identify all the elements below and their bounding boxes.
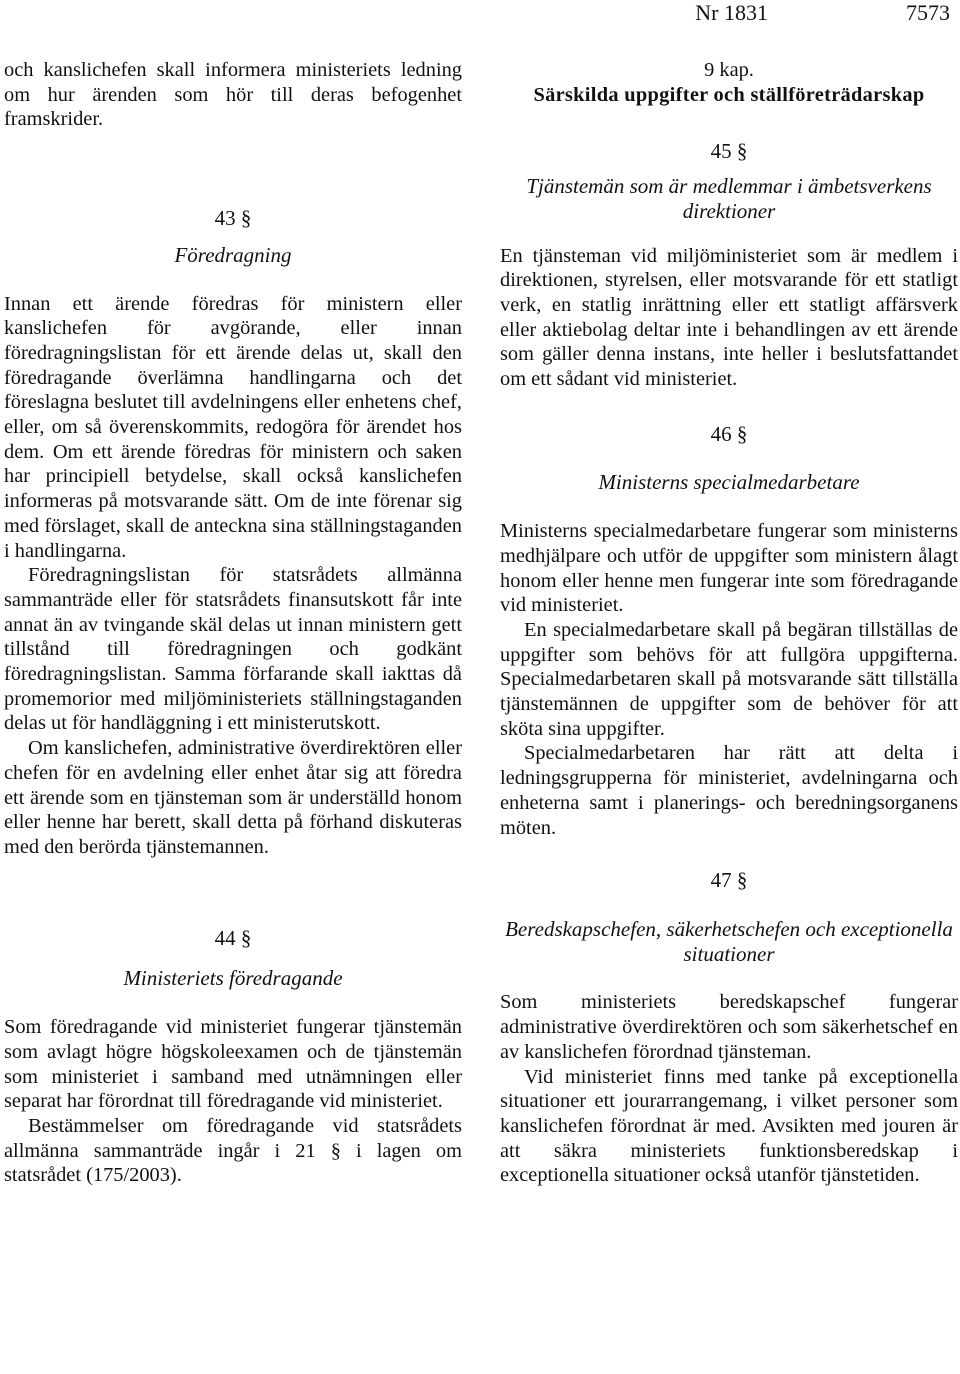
section-43-paragraph-1: Innan ett ärende föredras för ministern eller kanslichefen för avgörande, eller innan föredragningslistan för ett ärende delas ut, skall den föredragande överlämna handlingarna och det föreslagna beslutet till avdelningens eller enhetens chef, eller, om så överenskommits, redogöra för ärendet hos dem. Om ett ärende föredras för ministern och saken har principiell betydelse, skall också kanslichefen informeras på motsvarande sätt. Om de inte förenar sig med förslaget, skall de anteckna sina ställningstaganden i handlingarna. xyxy=(4,292,462,562)
section-46-paragraph-1: Ministerns specialmedarbetare fungerar som ministerns medhjälpare och utför de uppgifter som ministern ålagt honom eller henne men fungerar inte som föredragande vid ministeriet. xyxy=(500,520,958,617)
chapter-number: 9 kap. xyxy=(704,59,754,81)
chapter-title: Särskilda uppgifter och ställföreträdarskap xyxy=(533,83,925,106)
section-47-number: 47 § xyxy=(710,868,748,893)
section-46-number: 46 § xyxy=(710,421,748,446)
section-45-paragraph-1: En tjänsteman vid miljöministeriet som är medlem i direktionen, styrelsen, eller motsvarande för ett statligt verk, en statlig inrättning eller ett statligt affärsverk eller aktiebolag deltar inte i behandlingen av ett ärende som gäller denna instans, inte heller i beslutsfattandet om ett sådant vid ministeriet. xyxy=(500,244,958,391)
section-47-title: Beredskapschefen, säkerhetschefen och exceptionella situationer xyxy=(505,916,953,966)
page-header xyxy=(695,0,950,30)
section-43-number: 43 § xyxy=(214,206,252,231)
section-44-number: 44 § xyxy=(214,925,252,950)
left-column xyxy=(4,58,462,1188)
section-46-title: Ministerns specialmedarbetare xyxy=(598,470,860,495)
section-46-paragraph-3: Specialmedarbetaren har rätt att delta i ledningsgrupperna för ministeriet, avdelningarna och enheterna samt i planerings- och beredningsorganens möten. xyxy=(500,742,958,839)
section-43-paragraph-3: Om kanslichefen, administrative överdirektören eller chefen för en avdelning eller enhet åtar sig att föredra ett ärende som en tjänsteman som är underställd honom eller henne har berett, skall detta på förhand diskuteras med den berörda tjänstemannen. xyxy=(4,737,462,858)
section-44-paragraph-1: Som föredragande vid ministeriet fungerar tjänstemän som avlagt högre högskoleexamen och de tjänstemän som ministeriet i samband med utnämningen eller separat har förordnat till föredragande vid ministeriet. xyxy=(4,1016,462,1113)
section-46-paragraph-2: En specialmedarbetare skall på begäran tillställas de uppgifter som behövs för att fullgöra uppgifterna. Specialmedarbetaren skall på motsvarande sätt tillställa tjänstemännen de uppgifter som de behöver för att sköta sina uppgifter. xyxy=(500,618,958,740)
right-column xyxy=(500,58,958,1188)
section-47-paragraph-2: Vid ministeriet finns med tanke på exceptionella situationer ett jourarrangemang, i vilket personer som kanslichefen förordnat är med. Avsikten med jouren är att säkra ministeriets funktionsberedskap i exceptionella situationer också utanför tjänstetiden. xyxy=(500,1065,958,1187)
page-number: 7573 xyxy=(906,0,950,25)
section-44-paragraph-2: Bestämmelser om föredragande vid statsrådets allmänna sammanträde ingår i 21 § i lagen om statsrådet (175/2003). xyxy=(4,1114,462,1187)
continued-paragraph: och kanslichefen skall informera ministeriets ledning om hur ärenden som hör till deras befogenhet framskrider. xyxy=(4,59,462,131)
statute-number: Nr 1831 xyxy=(695,0,768,25)
section-44-title: Ministeriets föredragande xyxy=(123,966,343,991)
section-43-title: Föredragning xyxy=(174,242,292,267)
section-45-number: 45 § xyxy=(710,139,748,164)
section-45-title: Tjänstemän som är medlemmar i ämbetsverkens direktioner xyxy=(526,174,932,223)
section-43-paragraph-2: Föredragningslistan för statsrådets allmänna sammanträde eller för statsrådets finansutskott får inte annat än av tvingande skäl delas ut innan ministern gett tillstånd till föredragningen och godkänt föredragningslistan. Samma förfarande skall iakttas då promemorior med miljöministeriets ställningstaganden delas ut för handläggning i ett ministerutskott. xyxy=(4,564,462,735)
section-47-paragraph-1: Som ministeriets beredskapschef fungerar administrative överdirektören och som säkerhetschef en av kanslichefen förordnad tjänsteman. xyxy=(500,991,958,1063)
